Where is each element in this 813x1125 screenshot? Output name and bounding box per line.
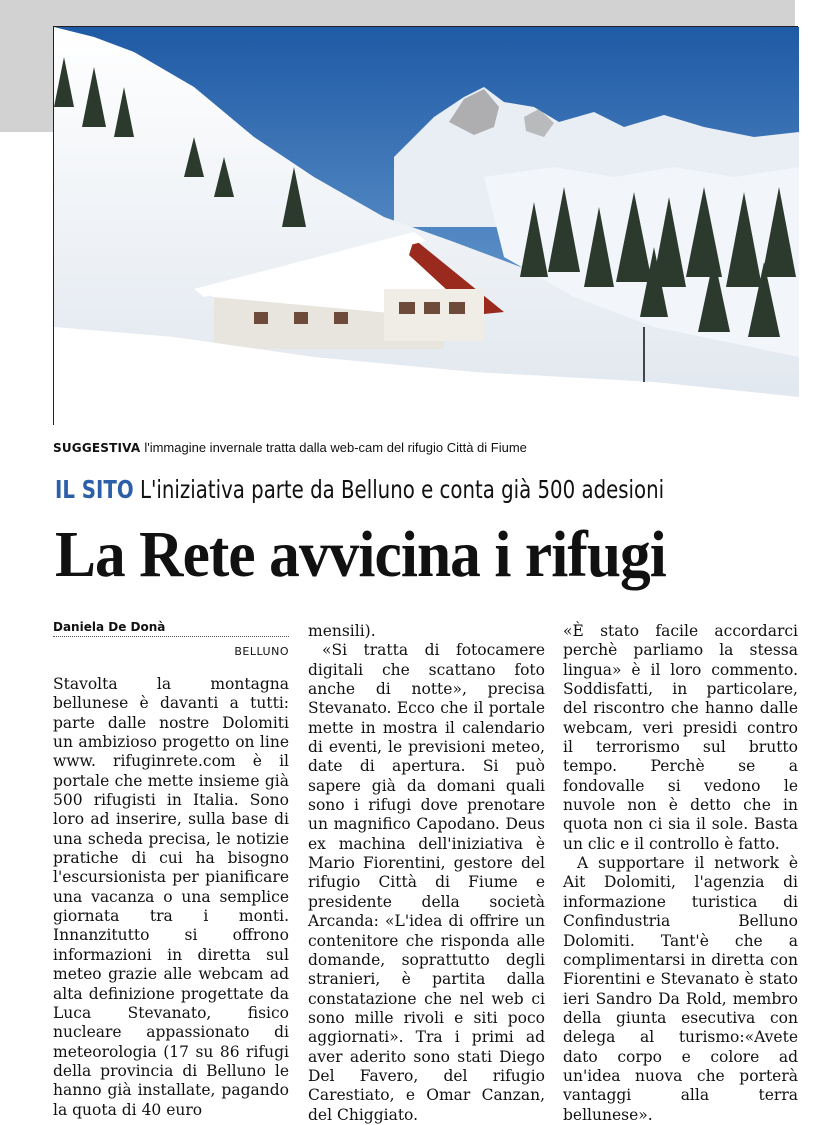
article-paragraph: mensili). [308, 622, 376, 640]
overline [55, 474, 665, 506]
mountain-hut-illustration [54, 27, 799, 426]
article-paragraph: A supportare il network è Ait Dolomiti, l'agenzia di informazione turistica di Confindustria Belluno Dolomiti. Tant'è che a complimentarsi in diretta con Fiorentini e Stevanato è stato ieri Sandro Da Rold, membro della giunta esecutiva con delega al turismo:«Avete dato corpo e colore ad un'idea nuova che porterà vantaggi alla terra bellunese». [563, 854, 798, 1124]
photo-caption [53, 440, 798, 455]
article-paragraph: Stavolta la montagna bellunese è davanti a tutti: parte dalle nostre Dolomiti un ambizioso progetto on line www. rifuginrete.com è il portale che mette insieme già 500 rifugisti in Italia. Sono loro ad inserire, sulla base di una scheda precisa, le notizie pratiche di cui ha bisogno l'escursionista per pianificare una vacanza o una semplice giornata tra i monti. Innanzitutto si offrono informazioni in diretta sul meteo grazie alle webcam ad alta definizione progettate da Luca Stevanato, fisico nucleare appassionato di meteorologia (17 su 86 rifugi della provincia di Belluno le hanno già installate, pagando la quota di 40 euro [53, 675, 289, 1119]
byline-place: BELLUNO [234, 645, 289, 658]
article-paragraph: «È stato facile accordarci perchè parliamo la stessa lingua» è il loro commento. Soddisfatti, in particolare, del riscontro che hanno dalle webcam, veri presidi contro il terrorismo sul brutto tempo. Perchè se a fondovalle si vedono le nuvole non è detto che in quota non ci sia il sole. Basta un clic e il controllo è fatto. [563, 622, 798, 853]
article-column-1 [53, 675, 289, 1120]
overline-label: IL SITO [55, 475, 134, 504]
byline-divider [53, 636, 289, 637]
byline-author: Daniela De Donà [53, 620, 166, 634]
caption-text: l'immagine invernale tratta dalla web-cam del rifugio Città di Fiume [144, 440, 527, 455]
article-paragraph: «Si tratta di fotocamere digitali che scattano foto anche di notte», precisa Stevanato. Ecco che il portale mette in mostra il calendario di eventi, le previsioni meteo, date di apertura. Si può sapere già da domani quali sono i rifugi dove prenotare un magnifico Capodano. Deus ex machina dell'iniziativa è Mario Fiorentini, gestore del rifugio Città di Fiume e presidente della società Arcanda: «L'idea di offrire un contenitore che risponda alle domande, soprattutto degli stranieri, è partita dalla constatazione che nel web ci sono mille rivoli e siti poco aggiornati». Tra i primi ad aver aderito sono stati Diego Del Favero, del rifugio Carestiato, e Omar Canzan, del Chiggiato. [308, 641, 545, 1124]
news-photo [53, 26, 798, 425]
article-column-2 [308, 622, 545, 1125]
overline-text: L'iniziativa parte da Belluno e conta già 500 adesioni [139, 475, 665, 504]
headline: La Rete avvicina i rifugi [55, 518, 666, 591]
caption-kicker: SUGGESTIVA [53, 441, 141, 455]
article-column-3 [563, 622, 798, 1125]
